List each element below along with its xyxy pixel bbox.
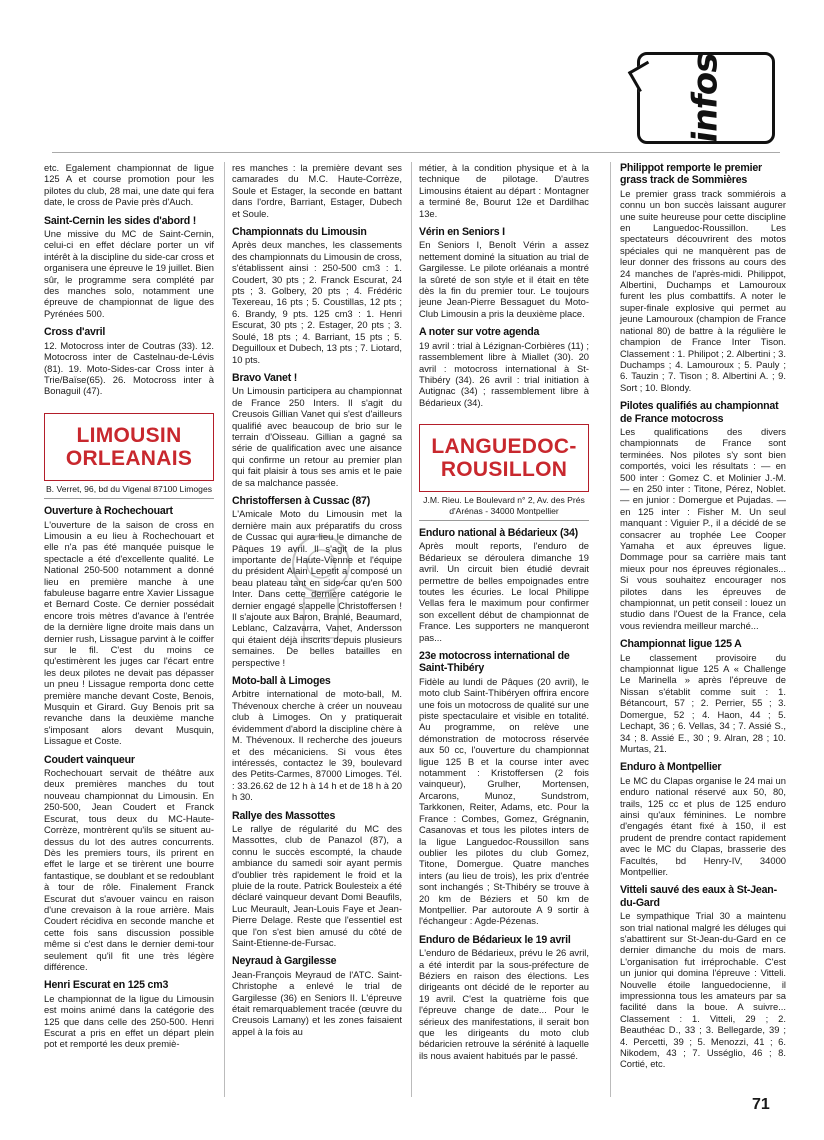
article-paragraph: Après deux manches, les classements des championnats du Limousin de cross, s'établissent ainsi : 250-500 cm3 : 1. Coudert, 30 pts ; 2. Franck Escurat, 24 pts ; 3. Golbery, 20 pts ; 4. Frédéric Texereau, 16 pts ; 5. Coustillas, 12 pts ; 6. Brandy, 9 pts. 125 cm3 : 1. Henri Escurat, 30 pts ; 2. Estager, 20 pts ; 3. Soulé, 18 pts ; 4. Barriant, 15 pts ; 5. Deguilloux et Dubech, 13 pts ; 7. Liotard, 10 pts. bbox=[232, 239, 402, 365]
article-heading: Vérin en Seniors I bbox=[419, 226, 505, 239]
region-title: LANGUEDOC-ROUSILLON bbox=[431, 435, 577, 482]
article-heading: Henri Escurat en 125 cm3 bbox=[44, 979, 169, 992]
article-paragraph: Rochechouart servait de théâtre aux deux premières manches du tout nouveau championnat du Limousin. En 250-500, Jean Coudert et Franck Escurat, tous deux du MC-Haute-Corrèze, montrèrent qu'ils se situent au-dessus du lot des autres concurrents. Dès les premiers tours, ils prirent en effet le large et se tirèrent une bourre fantastique, se doublant et se redoublant à tour de rôle. Finalement Franck Escurat dut s'avouer vaincu en raison d'une crevaison à la roue arrière. Mais Coudert récidiva en seconde manche et cette fois sans discussion possible même si c'est dans le dernier demi-tour seulement qu'il fit une très légère différence. bbox=[44, 767, 214, 972]
article-paragraph: Arbitre international de moto-ball, M. Thévenoux cherche à créer un nouveau club à Limoges. On y pratiquerait évidemment d'abord la discipline chère à M. Thévenoux. Il recherche des joueurs et des mécaniciens. Si vous êtes intéressés, contactez le 39, boulevard des Petits-Carmes, 87000 Limoges. Tél. : 33.26.62 de 12 h à 14 h et de 18 h à 20 h 30. bbox=[232, 688, 402, 803]
article-paragraph: Le premier grass track sommiérois a connu un bon succès laissant augurer une suite heureuse pour cette discipline en Languedoc-Roussillon. Les spectateurs découvrirent des motos spéciales qui ne manquèrent pas de leur donner des frissons au cours des 24 manches de l'après-midi. Philippot, Albertini, Duchamps et Lamouroux furent les plus combattifs. A noter le super-finale explosive qui permet au jeune Lamouroux (champion de France national 80) de battre à la régulière le champion de France Inter Tison. Classement : 1. Philipot ; 2. Albertini ; 3. Duchamps ; 4. Lamouroux ; 5. Pauly ; 6. Tauzin ; 7. Tison ; 8. Albertini A. ; 9. Sort ; 10. Blondy. bbox=[620, 187, 786, 393]
region-box bbox=[419, 424, 589, 492]
article-paragraph: etc. Egalement championnat de ligue 125 A et course promotion pour les pilotes du club, 28 mai, une date qui fera date, le cross de Pavie près d'Auch. bbox=[44, 162, 214, 208]
article-heading: Philippot remporte le premier grass track de Sommières bbox=[620, 162, 762, 187]
region-address: B. Verret, 96, bd du Vigenal 87100 Limoges bbox=[44, 484, 214, 499]
article-paragraph: Une missive du MC de Saint-Cernin, celui-ci en effet déclare porter un vif intérêt à la discipline du side-car cross et organisera une épreuve le 19 juillet. Bien sûr, le programme sera complété par des manches solo, notamment une épreuve de championnat de ligue des Pyrénées 500. bbox=[44, 228, 214, 319]
article-paragraph: Le sympathique Trial 30 a maintenu son trial national malgré les déluges qui s'abattirent sur St-Jean-du-Gard en ce dernier dimanche du mois de mars. L'organisation fut irréprochable. C'est un junior qui domina l'épreuve : Vitteli. Nouvelle étoile languedocienne, il impressionna tous les amateurs par sa facilité dans la boue. A suivre... Classement : 1. Vitteli, 29 ; 2. Beauthéac D., 33 ; 3. Bellegarde, 39 ; 4. Percetti, 39 ; 5. Menozzi, 41 ; 6. Nikodem, 43 ; 7. Usséglio, 46 ; 8. Cortié, etc. bbox=[620, 910, 786, 1070]
article-paragraph: Le classement provisoire du championnat ligue 125 A « Challenge Le Marinella » après l'épreuve de Nissan s'établit comme suit : 1. Bétancourt, 57 ; 2. Perrier, 55 ; 3. Domergue, 52 ; 4. Haon, 44 ; 5. Lechapt, 36 ; 6. Vellas, 34 ; 7. Assié S., 34 ; 8. Assié E., 30 ; 9. Alran, 28 ; 10. Murtas, 21. bbox=[620, 651, 786, 754]
article-paragraph: Le championnat de la ligue du Limousin est moins animé dans la catégorie des 125 que dans celle des 250-500. Henri Escurat a pris en effet un départ plein pot et remporté les deux premiè- bbox=[44, 992, 214, 1050]
article-paragraph: 12. Motocross inter de Coutras (33). 12. Motocross inter de Castelnau-de-Lévis (81). 19. Moto-Sides-car Cross inter à Trie/Baïse(65). 26. Motocross inter à Bonaguil (47). bbox=[44, 339, 214, 397]
article-heading: Cross d'avril bbox=[44, 326, 106, 339]
region-box bbox=[44, 413, 214, 481]
infos-logo bbox=[637, 52, 775, 144]
article-paragraph: res manches : la première devant ses camarades du M.C. Haute-Corrèze, Soule et Estager, la seconde en battant dans l'ordre, Barriant, Estager, Dubech et Soule. bbox=[232, 162, 402, 219]
article-heading: Ouverture à Rochechouart bbox=[44, 505, 173, 518]
article-paragraph: Un Limousin participera au championnat de France 250 Inters. Il s'agit du Creusois Gillian Vanet qui s'est d'ailleurs qualifié avec beaucoup de brio sur le terrain d'Oisseau. Gillian a gagné sa série de qualification avec une aisance qui confirme un retour au premier plan qui fait plaisir à tous ses amis et le paie de sa malchance passée. bbox=[232, 385, 402, 488]
article-heading: Vitteli sauvé des eaux à St-Jean-du-Gard bbox=[620, 884, 777, 909]
article-heading: Pilotes qualifiés au championnat de France motocross bbox=[620, 400, 779, 425]
article-paragraph: Jean-François Meyraud de l'ATC. Saint-Christophe a enlevé le trial de Gargilesse (36) en Seniors II. L'épreuve était remarquablement tracée (œuvre du Creusois Lamany) et les zones faisaient appel à la fois au bbox=[232, 968, 402, 1037]
article-heading: Neyraud à Gargilesse bbox=[232, 955, 337, 968]
article-paragraph: Fidèle au lundi de Pâques (20 avril), le moto club Saint-Thibéryen offrira encore une fois un motocross de qualité sur une piste spectaculaire et visible en totalité. Au programme, on relève une démonstration de motocross réservée aux 50 cc, l'ouverture du championnat ligue 125 B et la course inter avec notamment : Kristoffersen (2 fois vainqueur), Grulher, Mortensen, Arcarons, Munoz, Sundstrom, Tarkkonen, Reiter, Adams, etc. Pour la France : Combes, Gomez, Grégnanin, Casanovas et tous les pilotes inters de la ligue Languedoc-Roussillon sans oublier les pilotes du club Gomez, Titone, Domergue. Quatre manches inters (au lieu de trois), les prix d'entrée sont inchangés ; St-Thibéry se trouve à 20 km de Béziers et 50 km de Montpellier. Par autoroute A 9 sortir à l'échangeur : Agde-Pézenas. bbox=[419, 675, 589, 927]
article-heading: Saint-Cernin les sides d'abord ! bbox=[44, 214, 197, 227]
column-3 bbox=[419, 162, 589, 1068]
column-divider bbox=[411, 162, 412, 1097]
top-rule bbox=[52, 152, 780, 153]
article-paragraph: L'enduro de Bédarieux, prévu le 26 avril, a été interdit par la sous-préfecture de Béziers en raison des élections. Les dirigeants ont décidé de le reporter au 19 avril. C'est la quatrième fois que l'épreuve change de date... Pour le sérieux des manifestations, il serait bon que les dirigeants du moto club bédaricien retrouve la sérénité à laquelle ils nous avaient habitués par le passé. bbox=[419, 947, 589, 1061]
article-heading: Christoffersen à Cussac (87) bbox=[232, 494, 371, 507]
article-paragraph: Les qualifications des divers championnats de France sont terminées. Nos pilotes s'y sont bien comportés, voici les résultats : — en 500 inter : Gomez C. et Molinier J.-M. — en 250 inter : Titone, Pérez, Noblet. — en junior : Domergue et Pujadas. — en 125 inter : Fisher M. Un seul manquant : Viguier P., il a décidé de se consacrer au trophée Lee Cooper Yamaha et aux épreuves ligue. Dommage pour sa carrière mais tant mieux pour nos épreuves régionales... Si vous souhaitez encourager nos pilotes dans les épreuves de championnat, un petit conseil : louez un studio dans l'Ouest de la France, cela vous reviendra meilleur marché... bbox=[620, 425, 786, 631]
article-paragraph: Le MC du Clapas organise le 24 mai un enduro national réservé aux 50, 80, trails, 125 cc et plus de 125 enduro ainsi qu'aux féminines. Le nombre d'engagés étant fixé à 150, il est prudent de prendre contact rapidement avec le MC du Clapas, brasserie des Facultés, bd Henry-IV, 34000 Montpellier. bbox=[620, 774, 786, 877]
column-2 bbox=[232, 162, 402, 1044]
article-paragraph: métier, à la condition physique et à la technique de pilotage. D'autres Limousins étaient au départ : Montagner a terminé 8e, Bourut 12e et Dardilhac 13e. bbox=[419, 162, 589, 219]
article-heading: Bravo Vanet ! bbox=[232, 371, 298, 384]
article-heading: Enduro de Bédarieux le 19 avril bbox=[419, 933, 571, 946]
article-paragraph: 19 avril : trial à Lézignan-Corbières (11) ; rassemblement libre à Miallet (30). 20 avril : motocross international à St-Thibéry (34). 26 avril : trial initiation à Autignac (34) ; rassemblement libre à Bédarieux (34). bbox=[419, 339, 589, 408]
page-number: 71 bbox=[752, 1096, 770, 1113]
article-heading: Enduro à Montpellier bbox=[620, 761, 722, 774]
region-title: LIMOUSIN ORLEANAIS bbox=[65, 423, 193, 470]
article-heading: Championnats du Limousin bbox=[232, 226, 367, 239]
column-4 bbox=[620, 162, 786, 1077]
column-divider bbox=[610, 162, 611, 1097]
article-heading: Enduro national à Bédarieux (34) bbox=[419, 526, 579, 539]
article-heading: Championnat ligue 125 A bbox=[620, 638, 742, 651]
article-paragraph: Le rallye de régularité du MC des Massottes, club de Panazol (87), a connu le succès escompté, la chaude ambiance du samedi soir ayant permis d'oublier très rapidement le froid et la pluie de la route. Patrick Boulesteix a été déclaré vainqueur devant Domi Beaufils, Luc Meurault, Jean-Louis Faye et Jean-Pierre Delage. Reste que l'essentiel est que l'on s'est bien amusé du côté de Saint-Etienne-de-Fursac. bbox=[232, 822, 402, 948]
article-paragraph: Après moult reports, l'enduro de Bédarieux se déroulera dimanche 19 avril. Un circuit bien étudié devrait permettre de belles empoignades entre toutes les écuries. Le local Philippe Vellas fera le maximum pour confirmer son excellent début de championnat de France. Les supporters ne manqueront pas... bbox=[419, 540, 589, 643]
column-divider bbox=[224, 162, 225, 1097]
article-paragraph: L'Amicale Moto du Limousin met la dernière main aux préparatifs du cross de Cussac qui aura lieu le dimanche de Pâques 19 avril. Il s'agit de la plus importante de Haute-Vienne et l'équipe du président Alain Lepetit a composé un beau plateau tant en side-car qu'en 500 Inter. Dans cette dernière catégorie le dernier engagé s'appelle Christoffersen ! Il s'ajoute aux Baron, Branlé, Beaumard, Leblanc, Calzavarra, Vanet, Andersson qui étaient déjà inscrits depuis plusieurs semaines. De belles batailles en perspective ! bbox=[232, 508, 402, 668]
article-heading: 23e motocross international de Saint-Thibéry bbox=[419, 650, 570, 675]
article-heading: Coudert vainqueur bbox=[44, 753, 135, 766]
article-heading: Moto-ball à Limoges bbox=[232, 675, 331, 688]
article-paragraph: L'ouverture de la saison de cross en Limousin a eu lieu à Rochechouart et elle n'a pas été manquée puisque le spectacle a été d'excellente qualité. Le National 250-500 notamment a donné lieu en première manche à une fabuleuse bagarre entre Xavier Lissague et Bernard Coste. Ce dernier possédait encore trois mètres d'avance à l'entrée de la dernière ligne droite mais dans un dernier rush, Lissague parvint à le coiffer sur le fil. C'est du moins ce qu'estimèrent les juges car l'écart entre les deux pilotes ne devait pas dépasser un pneu ! Lissague remporta donc cette première manche devant Coste, Benois, Musquin et Girard. Guy Benois prit sa revanche dans la deuxième manche s'imposant alors devant Musquin, Lissague et Coste. bbox=[44, 518, 214, 747]
article-paragraph: En Seniors I, Benoît Vérin a assez nettement dominé la situation au trial de Gargilesse. Le pilote orléanais a montré la sûreté de son style et il était en tête dès la fin du premier tour. Le toujours jeune Jean-Pierre Bessaguet du Moto-Club Limousin a pris la deuxième place. bbox=[419, 239, 589, 319]
article-heading: A noter sur votre agenda bbox=[419, 326, 540, 339]
region-address: J.M. Rieu. Le Boulevard n° 2, Av. des Prés d'Arénas - 34000 Montpellier bbox=[419, 495, 589, 521]
article-heading: Rallye des Massottes bbox=[232, 809, 336, 822]
column-1 bbox=[44, 162, 214, 1057]
logo-text: infos bbox=[686, 50, 726, 146]
